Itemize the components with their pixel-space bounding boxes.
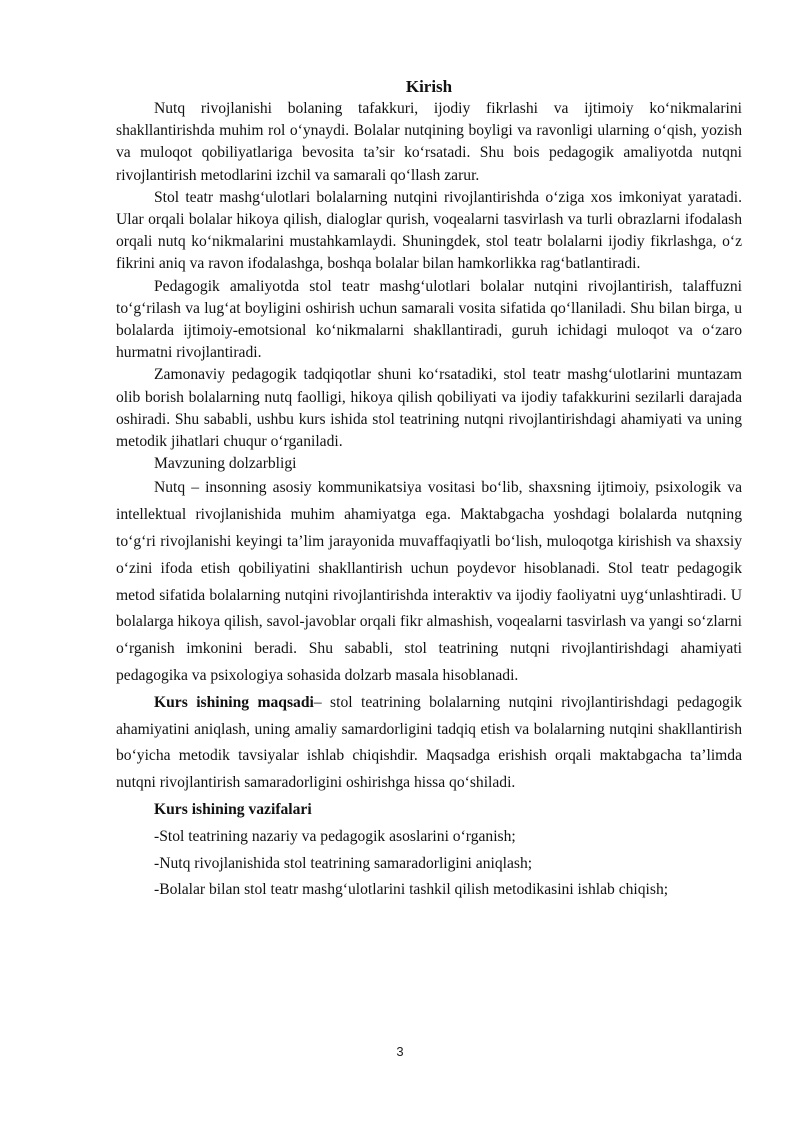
section-title: Kirish xyxy=(405,77,453,96)
page-number: 3 xyxy=(396,1044,404,1059)
tasks-heading: Kurs ishining vazifalari xyxy=(154,801,312,819)
task-item-2: -Nutq rivojlanishida stol teatrining samaradorligini aniqlash; xyxy=(154,854,533,872)
task-item-3: -Bolalar bilan stol teatr mashg‘ulotlarini tashkil qilish metodikasini ishlab chiqish; xyxy=(154,881,669,899)
goal-text: – stol teatrining bolalarning nutqini rivojlantirishdagi pedagogik ahamiyatini aniqlash, uning amaliy samardorligini tadqiq etish va bolalarning nutqini shakllantirish bo‘yicha metodik tavsiyalar ishlab chiqishdir. Maqsadga erishish orqali maktabgacha ta’limda nutqni rivojlantirish samaradorligini oshirishga hissa qo‘shiladi. xyxy=(116,693,742,792)
relevance-paragraph: Nutq – insonning asosiy kommunikatsiya vositasi bo‘lib, shaxsning ijtimoiy, psixologik va intellektual rivojlanishida muhim ahamiyatga ega. Maktabgacha yoshdagi bolalarda nutqning to‘g‘ri rivojlanishi keyingi ta’lim jarayonida muvaffaqiyatli bo‘lish, muloqotga kirishish va shaxsiy o‘zini ifoda etish qobiliyatini shakllantirish uchun poydevor hisoblanadi. Stol teatr pedagogik metod sifatida bolalarning nutqini rivojlantirishda interaktiv va ijodiy faoliyatni uyg‘unlashtiradi. U bolalarga hikoya qilish, savol-javoblar orqali fikr almashish, voqealarni tasvirlash va yangi so‘zlarni o‘rganish imkonini beradi. Shu sababli, stol teatrining nutqni rivojlantirishdagi ahamiyati pedagogika va psixologiya sohasida dolzarb masala hisoblanadi. xyxy=(116,479,742,685)
relevance-heading: Mavzuning dolzarbligi xyxy=(154,455,297,473)
goal-paragraph xyxy=(116,690,742,797)
intro-paragraph-4: Zamonaviy pedagogik tadqiqotlar shuni ko‘rsatadiki, stol teatr mashg‘ulotlarini muntazam olib borish bolalarning nutq faolligi, hikoya qilish qobiliyati va ijodiy tafakkurini sezilarli darajada oshiradi. Shu sababli, ushbu kurs ishida stol teatrining nutqni rivojlantirishdagi ahamiyati va uning metodik jihatlari chuqur o‘rganiladi. xyxy=(116,366,742,451)
intro-paragraph-1: Nutq rivojlanishi bolaning tafakkuri, ijodiy fikrlashi va ijtimoiy ko‘nikmalarini shakllantirishda muhim rol o‘ynaydi. Bolalar nutqining boyligi va ravonligi ularning o‘qish, yozish va muloqot qobiliyatlariga bevosita ta’sir ko‘rsatadi. Shu bois pedagogik amaliyotda nutqni rivojlantirish metodlarini izchil va samarali qo‘llash zarur. xyxy=(116,100,742,184)
intro-paragraph-3: Pedagogik amaliyotda stol teatr mashg‘ulotlari bolalar nutqini rivojlantirish, talaffuzni to‘g‘rilash va lug‘at boyligini oshirish uchun samarali vosita sifatida qo‘llaniladi. Shu bilan birga, u bolalarda ijtimoiy-emotsional ko‘nikmalarni shakllantiradi, guruh ichidagi muloqot va o‘zaro hurmatni rivojlantiradi. xyxy=(116,277,742,362)
task-item-1: -Stol teatrining nazariy va pedagogik asoslarini o‘rganish; xyxy=(154,827,516,845)
intro-paragraph-2: Stol teatr mashg‘ulotlari bolalarning nutqini rivojlantirishda o‘ziga xos imkoniyat yaratadi. Ular orqali bolalar hikoya qilish, dialoglar qurish, voqealarni tasvirlash va turli obrazlarni ifodalash orqali nutq ko‘nikmalarini mustahkamlaydi. Shuningdek, stol teatr bolalarni ijodiy fikrlashga, o‘z fikrini aniq va ravon ifodalashga, boshqa bolalar bilan hamkorlikka rag‘batlantiradi. xyxy=(116,188,742,273)
page-content xyxy=(116,76,742,904)
goal-label: Kurs ishining maqsadi xyxy=(154,693,314,711)
